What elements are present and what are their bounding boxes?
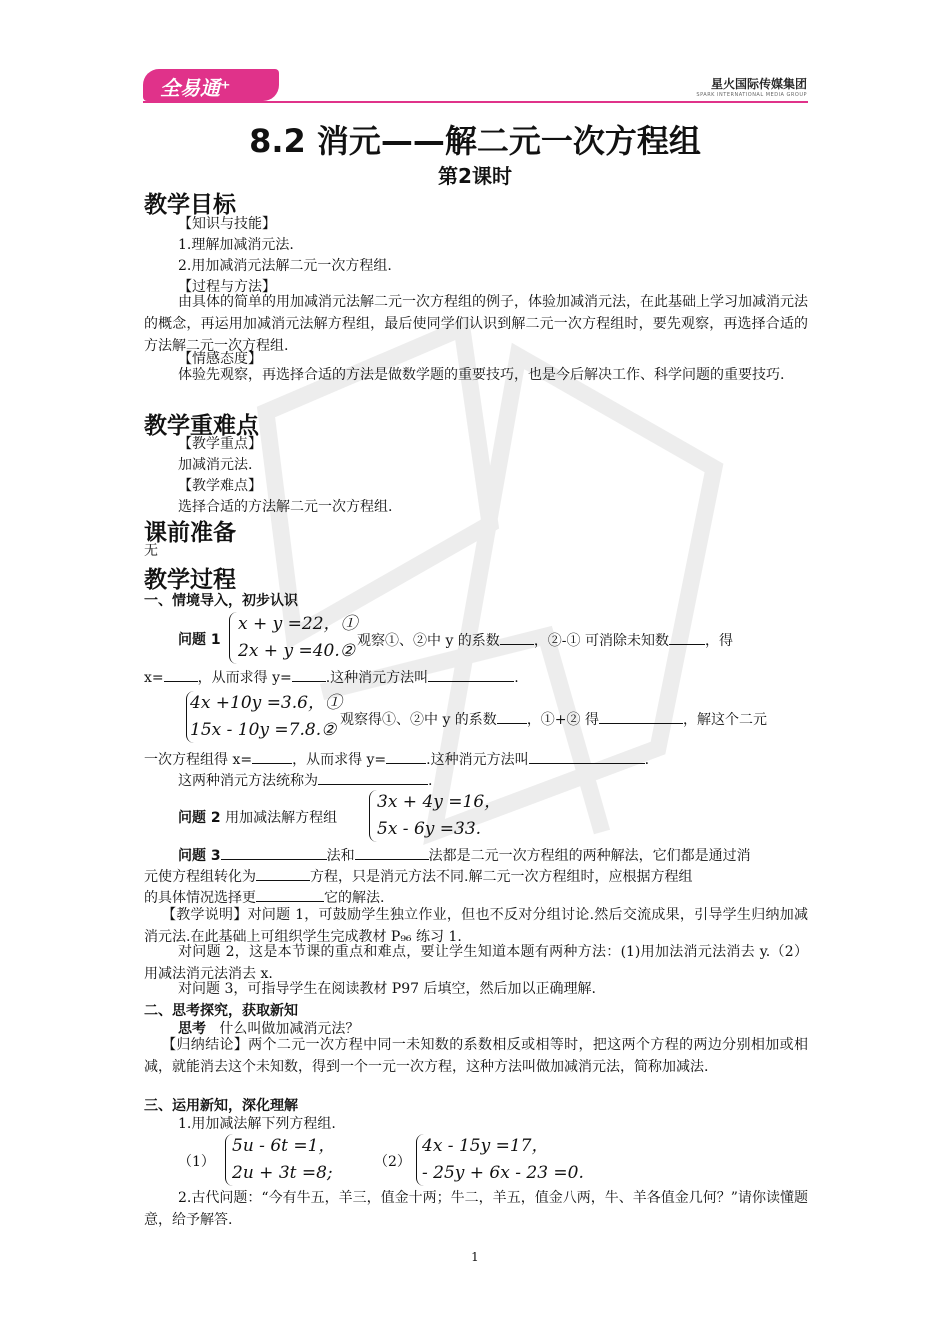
process-label: 【过程与方法】: [178, 279, 276, 295]
process-heading: 教学过程: [144, 567, 236, 593]
page-subtitle: 第2课时: [438, 164, 512, 188]
process-text: 由具体的简单的用加减消元法解二元一次方程组的例子，体验加减消元法，在此基础上学习加减消元法的概念，再运用加减消元法解方程组，最后使同学们认识到解二元一次方程组时，要先观察，再选择合适的方法解二元一次方程组.: [144, 294, 808, 354]
attitude-text: 体验先观察，再选择合适的方法是做数学题的重要技巧，也是今后解决工作、科学问题的重要技巧.: [178, 367, 785, 383]
brace-icon: [229, 612, 238, 664]
exercise-1: 1.用加减法解下列方程组.: [178, 1116, 336, 1132]
q1-equation-1: x + y =22，①: [238, 614, 358, 634]
difficulty-label: 【教学难点】: [178, 478, 262, 494]
keypoints-heading: 教学重难点: [144, 413, 259, 439]
exercise-1a-equation-2: 2u + 3t =8;: [232, 1163, 333, 1183]
prep-text: 无: [144, 543, 158, 559]
q3-line-2: 元使方程组转化为 方程，只是消元方法不同.解二元一次方程组时，应根据方程组: [144, 866, 692, 888]
focus-text: 加减消元法.: [178, 457, 253, 473]
exercise-2: 2.古代问题：“今有牛五，羊三，值金十两；牛二，羊五，值金八两，牛、羊各值金几何？”请你读懂题意，给予解答.: [144, 1190, 808, 1228]
q2-equation-2: 5x - 6y =33.: [377, 819, 482, 839]
header-rule: [143, 101, 808, 103]
attitude-label: 【情感态度】: [178, 351, 262, 367]
q1-line-2: x= ，从而求得 y= .这种消元方法叫 .: [144, 667, 519, 689]
q1-label: 问题 1: [178, 632, 221, 648]
q1b-equation-1: 4x +10y =3.6，①: [190, 693, 342, 713]
focus-label: 【教学重点】: [178, 436, 262, 452]
q2-line: 问题 2 用加减法解方程组: [178, 810, 338, 826]
exercise-1-label-2: （2）: [374, 1154, 411, 1170]
q3-line-1: 问题 3 法和 法都是二元一次方程组的两种解法，它们都是通过消: [178, 845, 751, 867]
teaching-note-1: 【教学说明】对问题 1，可鼓励学生独立作业，但也不反对分组讨论.然后交流成果，引导学生归纳加减消元法.在此基础上可组织学生完成教材 P₉₆ 练习 1.: [144, 907, 808, 945]
brand-name: 星火国际传媒集团: [710, 77, 807, 91]
q1b-equation-2: 15x - 10y =7.8.②: [190, 720, 337, 740]
page-number: 1: [471, 1250, 479, 1264]
q1-summary: 这两种消元方法统称为 .: [178, 770, 432, 792]
exercise-1-label-1: （1）: [178, 1154, 215, 1170]
logo-text: 全易通⁺: [160, 76, 231, 100]
knowledge-item-2: 2.用加减消元法解二元一次方程组.: [178, 258, 392, 274]
section-1-heading: 一、情境导入，初步认识: [144, 593, 298, 609]
exercise-1b-equation-1: 4x - 15y =17，: [422, 1136, 549, 1156]
think-line: 思考 什么叫做加减消元法？: [178, 1021, 360, 1037]
knowledge-item-1: 1.理解加减消元法.: [178, 237, 294, 253]
q1b-line-2: 一次方程组得 x= ，从而求得 y= .这种消元方法叫 .: [144, 749, 649, 771]
exercise-1a-equation-1: 5u - 6t =1，: [232, 1136, 336, 1156]
section-2-heading: 二、思考探究，获取新知: [144, 1003, 298, 1019]
section-3-heading: 三、运用新知，深化理解: [144, 1098, 298, 1114]
goals-heading: 教学目标: [144, 192, 236, 218]
teaching-note-2: 对问题 2，这是本节课的重点和难点，要让学生知道本题有两种方法：(1)用加法消元法消去 y.（2）用减法消元法消去 x.: [144, 944, 808, 982]
prep-heading: 课前准备: [144, 520, 236, 546]
teaching-note-3: 对问题 3，可指导学生在阅读教材 P97 后填空，然后加以正确理解.: [178, 981, 596, 997]
page-title: 8.2 消元——解二元一次方程组: [249, 122, 701, 160]
q1b-text: 观察得①、②中 y 的系数 ，①+② 得 ，解这个二元: [340, 709, 767, 731]
q1-equation-2: 2x + y =40.②: [238, 641, 355, 661]
difficulty-text: 选择合适的方法解二元一次方程组.: [178, 499, 393, 515]
knowledge-label: 【知识与技能】: [178, 216, 276, 232]
exercise-1b-equation-2: - 25y + 6x - 23 =0.: [422, 1163, 584, 1183]
q3-line-3: 的具体情况选择更 它的解法.: [144, 887, 384, 909]
conclusion-text: 【归纳结论】两个二元一次方程中同一未知数的系数相反或相等时，把这两个方程的两边分别相加或相减，就能消去这个未知数，得到一个一元一次方程，这种方法叫做加减消元法，简称加减法.: [144, 1037, 808, 1075]
q1-text: 观察①、②中 y 的系数 ，②-① 可消除未知数 ，得: [357, 630, 733, 652]
q2-equation-1: 3x + 4y =16，: [377, 792, 502, 812]
brand-subtitle: SPARK INTERNATIONAL MEDIA GROUP: [696, 92, 807, 98]
